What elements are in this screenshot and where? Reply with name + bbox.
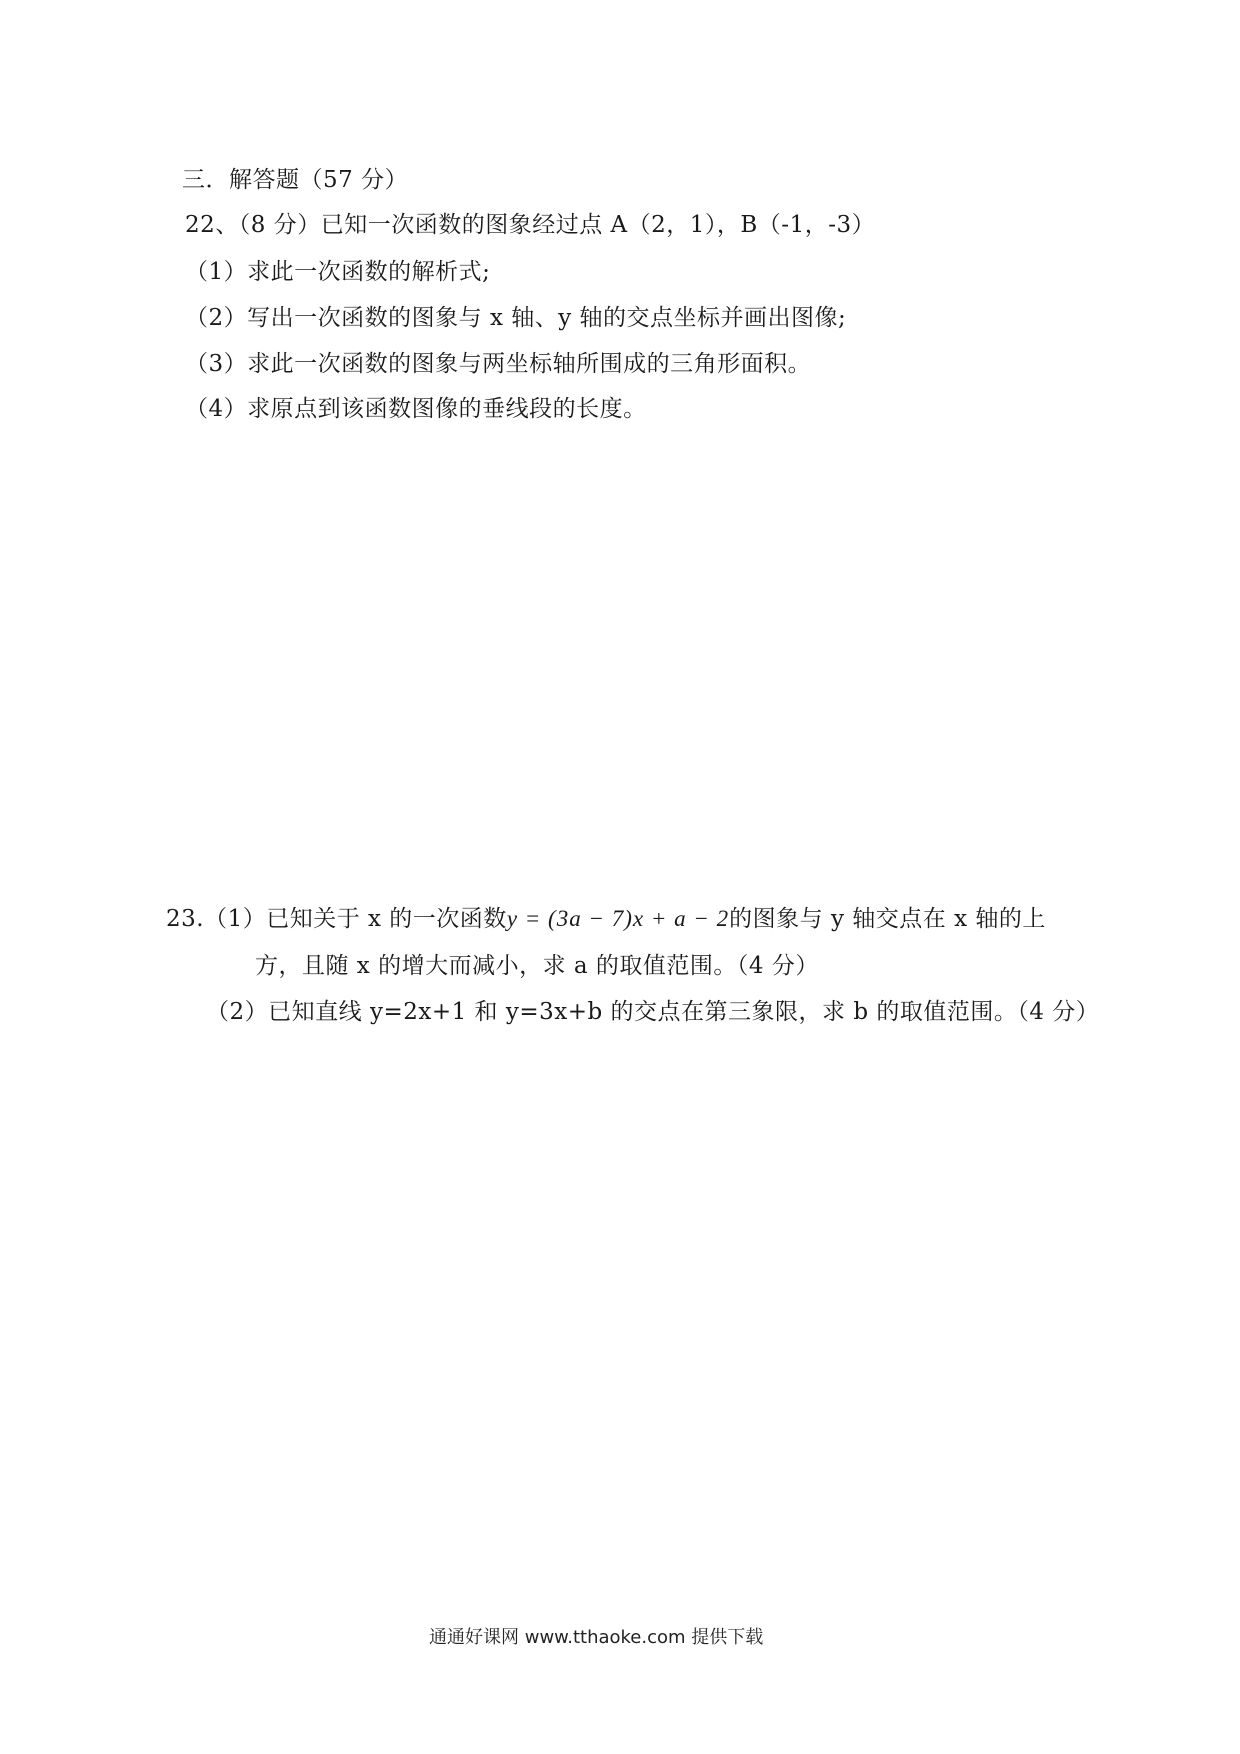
question-22-part-1: （1）求此一次函数的解析式; [185,259,491,285]
page-footer: 通通好课网 www.tthaoke.com 提供下载 [429,1627,764,1648]
question-22-part-4: （4）求原点到该函数图像的垂线段的长度。 [185,396,647,422]
question-23-part-2: （2）已知直线 y=2x+1 和 y=3x+b 的交点在第三象限，求 b 的取值范围。（4 分） [206,999,1100,1025]
section-heading: 三．解答题（57 分） [182,167,409,193]
question-22-part-2: （2）写出一次函数的图象与 x 轴、y 轴的交点坐标并画出图像; [185,305,847,331]
question-22-part-3: （3）求此一次函数的图象与两坐标轴所围成的三角形面积。 [185,351,812,377]
question-23-part-1-prefix: 23.（1）已知关于 x 的一次函数 [166,906,507,932]
question-22-stem: 22、（8 分）已知一次函数的图象经过点 A（2，1），B（-1，-3） [185,212,876,238]
question-23-formula: y = (3a − 7)x + a − 2 [506,906,730,931]
question-23-part-1-suffix: 的图象与 y 轴交点在 x 轴的上 [729,906,1046,932]
question-23-part-1 [166,904,1046,934]
question-23-part-1-continued: 方，且随 x 的增大而减小，求 a 的取值范围。（4 分） [255,953,819,979]
